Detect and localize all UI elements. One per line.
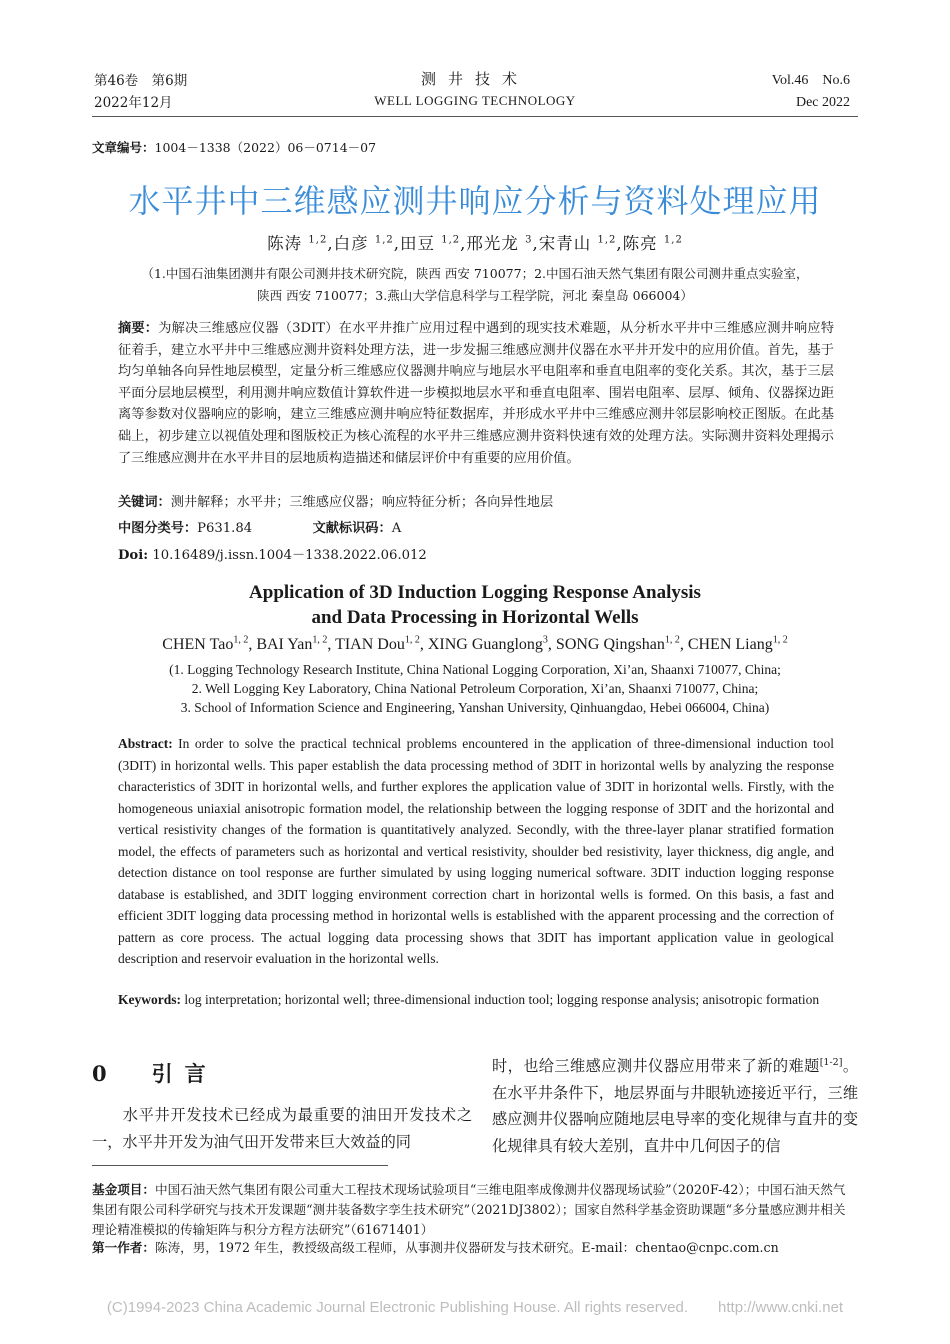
body-left-text: 水平井开发技术已经成为最重要的油田开发技术之一，水平井开发为油气田开发带来巨大效益的同	[92, 1106, 472, 1151]
author-cn-6: 陈亮 $^{1,2}$	[622, 234, 683, 253]
author-cn-4: 邢光龙 $^3$,	[466, 234, 539, 253]
header-volume-cn: 第46卷 第6期	[94, 73, 188, 89]
journal-name-cn: 测井技术	[420, 70, 529, 88]
title-cn: 水平井中三维感应测井响应分析与资料处理应用	[128, 182, 822, 220]
header-volume-en: Vol.46 No.6	[771, 73, 850, 88]
doc-code-label: 文献标识码：	[312, 521, 392, 536]
header-divider	[92, 116, 858, 117]
first-author-text: 陈涛，男，1972 年生，教授级高级工程师，从事测井仪器研发与技术研究。E-mail：chentao@cnpc.com.cn	[154, 1240, 779, 1255]
affiliations-en	[0, 660, 950, 717]
body-right-text-b: 。在水平井条件下，地层界面与井眼轨迹接近平行，三维感应测井仪器响应随地层电导率的变化规律与直井的变化规律具有较大差别，直井中几何因子的信	[492, 1057, 859, 1155]
classification	[118, 518, 834, 540]
article-number-label: 文章编号：	[92, 140, 155, 155]
funding-text: 中国石油天然气集团有限公司重大工程技术现场试验项目“三维电阻率成像测井仪器现场试验”（2020F-42）；中国石油天然气集团有限公司科学研究与技术开发课题“测井装备数字孪生技术研究”（2021DJ3802）；国家自然科学基金资助课题“多分量感应测井相关理论精准模拟的传输矩阵与积分方程方法研究”（61671401）	[92, 1182, 846, 1237]
author-en-3: TIAN Dou$^{1, 2}$,	[335, 635, 428, 654]
keywords-en-text: log interpretation; horizontal well; three-dimensional induction tool; logging response analysis; anisotropic formation	[181, 992, 820, 1007]
doc-code-value: A	[391, 521, 402, 536]
author-en-6: CHEN Liang$^{1, 2}$	[687, 635, 788, 654]
author-en-5: SONG Qingshan$^{1, 2}$,	[555, 635, 688, 654]
affiliation-cn-line1: （1.中国石油集团测井有限公司测井技术研究院，陕西 西安 710077；2.中国石油天然气集团有限公司测井重点实验室，	[141, 266, 809, 281]
affiliation-en-line1: (1. Logging Technology Research Institute, China National Logging Corporation, Xi’an, Shaanxi 710077, China;	[169, 662, 781, 677]
title-en-line1: Application of 3D Induction Logging Response Analysis	[249, 582, 701, 603]
affiliations-cn	[92, 263, 858, 307]
author-en-4: XING Guanglong$^3$,	[427, 635, 556, 654]
abstract-en-label: Abstract:	[118, 736, 173, 751]
affiliation-en-line3: 3. School of Information Science and Engineering, Yanshan University, Qinhuangdao, Hebei 066004, China)	[180, 700, 770, 715]
keywords-cn-label: 关键词：	[118, 495, 171, 510]
author-cn-5: 宋青山 $^{1,2}$,	[538, 234, 623, 253]
clc-label: 中图分类号：	[118, 521, 198, 536]
affiliation-cn-line2: 陕西 西安 710077；3.燕山大学信息科学与工程学院，河北 秦皇岛 066004）	[257, 288, 693, 303]
doi	[118, 545, 834, 567]
keywords-en	[118, 989, 834, 1011]
affiliation-en-line2: 2. Well Logging Key Laboratory, China National Petroleum Corporation, Xi’an, Shaanxi 710077, China;	[191, 681, 759, 696]
author-cn-2: 白彦 $^{1,2}$,	[333, 234, 400, 253]
copyright-footer: (C)1994-2023 China Academic Journal Electronic Publishing House. All rights reserved. http://www.cnki.net	[106, 1299, 844, 1316]
first-author-label: 第一作者：	[92, 1240, 155, 1255]
abstract-cn-text: 为解决三维感应仪器（3DIT）在水平井推广应用过程中遇到的现实技术难题，从分析水平井中三维感应测井响应特征着手，建立水平井中三维感应测井资料处理方法，进一步发掘三维感应测井仪器在水平井开发中的应用价值。首先，基于均匀单轴各向异性地层模型，定量分析三维感应仪器测井响应与地层水平电阻率和垂直电阻率的变化关系。其次，基于三层平面分层地层模型，利用测井响应数值计算软件进一步模拟地层水平和垂直电阻率、围岩电阻率、层厚、倾角、仪器探边距离等参数对仪器响应的影响，建立三维感应测井响应特征数据库，并形成水平井中三维感应测井邻层影响校正图版。在此基础上，初步建立以视值处理和图版校正为核心流程的水平井三维感应测井资料快速有效的处理方法。实际测井资料处理揭示了三维感应测井在水平井目的层地质构造描述和储层评价中有重要的应用价值。	[118, 321, 835, 466]
section-heading: 0 引言	[92, 1061, 218, 1086]
doi-label: Doi:	[118, 548, 149, 563]
keywords-cn	[118, 492, 834, 514]
author-en-2: BAI Yan$^{1, 2}$,	[256, 635, 336, 654]
body-right-column	[492, 1050, 858, 1159]
authors-en	[0, 635, 950, 654]
header-right	[772, 70, 850, 114]
footnote-divider	[92, 1165, 388, 1166]
title-en-line2: and Data Processing in Horizontal Wells	[311, 607, 639, 628]
abstract-cn-label: 摘要：	[118, 321, 159, 336]
footnote-funding	[92, 1180, 858, 1240]
doi-value: 10.16489/j.issn.1004－1338.2022.06.012	[148, 548, 427, 563]
keywords-en-label: Keywords:	[118, 992, 181, 1007]
body-left-column	[92, 1102, 472, 1155]
clc-value: P631.84	[197, 521, 253, 536]
authors-cn	[0, 230, 950, 254]
abstract-en-text: In order to solve the practical technical problems encountered in the application of three-dimensional induction tool (3DIT) in horizontal wells. This paper establish the data processing method of 3DIT in horizontal wells by analyzing the response characteristics of 3DIT in horizontal wells, and further explores the application value of 3DIT in horizontal wells. Firstly, with the homogeneous uniaxial anisotropic formation model, the relationship between the logging response of 3DIT and the horizontal and vertical resistivity changes of the formation is quantitatively analyzed. Secondly, with the three-layer planar stratified formation model, the effects of parameters such as horizontal and vertical resistivity, shoulder bed resistivity, layer thickness, dig angle, and detection distance on tool response are further simulated by using logging numerical software. 3DIT induction logging response database is established, and 3DIT logging environment correction chart in horizontal wells is formed. On this basis, a fast and efficient 3DIT logging data processing method in horizontal wells is established with the apparent processing and the correction of pattern as core process. The actual logging data processing shows that 3DIT has important application value in geological description and reservoir evaluation in the horizontal wells.	[118, 736, 834, 966]
author-cn-1: 陈涛 $^{1,2}$,	[267, 234, 334, 253]
author-cn-3: 田豆 $^{1,2}$,	[399, 234, 467, 253]
abstract-en	[118, 733, 834, 970]
header-date-en: Dec 2022	[795, 95, 850, 110]
journal-name-en: WELL LOGGING TECHNOLOGY	[374, 93, 576, 108]
title-en	[0, 580, 950, 630]
funding-label: 基金项目：	[92, 1182, 155, 1197]
abstract-cn	[118, 318, 834, 469]
keywords-cn-text: 测井解释；水平井；三维感应仪器；响应特征分析；各向异性地层	[170, 495, 554, 510]
header-date-cn: 2022年12月	[94, 95, 173, 111]
article-number-value: 1004－1338（2022）06－0714－07	[154, 140, 377, 155]
citation: [1-2]	[819, 1057, 843, 1068]
author-en-1: CHEN Tao$^{1, 2}$,	[162, 635, 257, 654]
body-right-text-a: 时，也给三维感应测井仪器应用带来了新的难题	[492, 1057, 820, 1076]
footnote-author	[92, 1238, 858, 1258]
article-number	[92, 138, 376, 156]
